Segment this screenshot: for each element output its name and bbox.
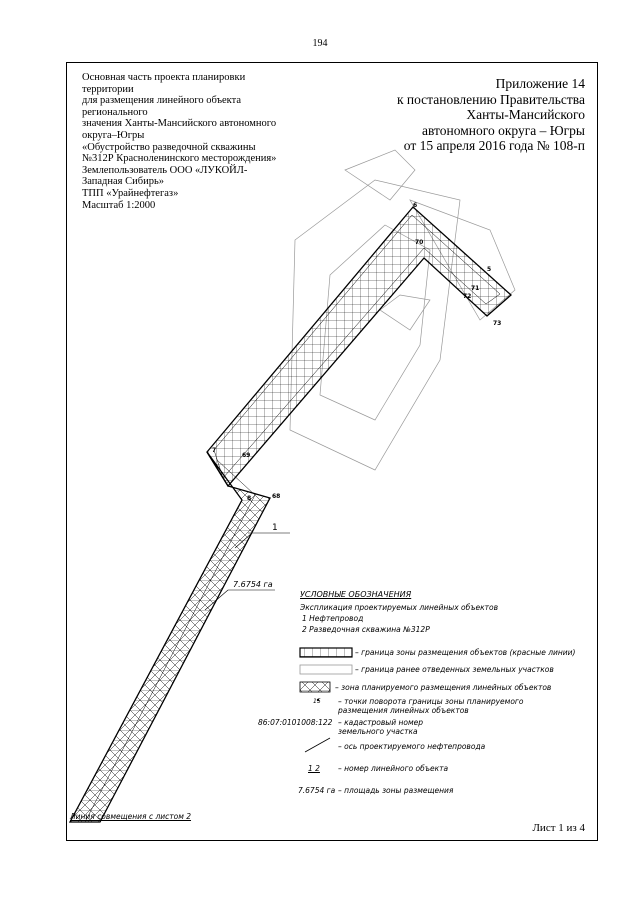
legend-item-object-num: – номер линейного объекта bbox=[338, 764, 449, 773]
left-header-line: для размещения линейного объекта bbox=[82, 95, 241, 107]
right-header-line: к постановлению Правительства bbox=[396, 91, 585, 107]
legend-sample-object-num: 1 2 bbox=[308, 764, 320, 773]
legend-sample-area: 7.6754 га bbox=[298, 786, 336, 795]
legend-sample-cadastral: 86:07:0101008:122 bbox=[258, 718, 333, 727]
point-label: 6 bbox=[413, 202, 418, 209]
right-header-line: Приложение 14 bbox=[495, 76, 585, 91]
legend-item-area: – площадь зоны размещения bbox=[338, 786, 454, 795]
right-header-line: автономного округа – Югры bbox=[422, 122, 585, 138]
right-header-line: Ханты-Мансийского bbox=[466, 107, 585, 122]
left-header-line: значения Ханты-Мансийского автономного bbox=[82, 118, 277, 130]
legend-item-red-lines: – граница зоны размещения объектов (красные линии) bbox=[355, 648, 576, 657]
point-label: 70 bbox=[415, 239, 424, 246]
legend-item-cadastral: – кадастровый номер земельного участка bbox=[338, 718, 424, 736]
point-label: 69 bbox=[242, 452, 251, 459]
point-label: 68 bbox=[272, 493, 281, 500]
left-header-line: №312Р Красноленинского месторождения» bbox=[82, 153, 277, 165]
left-header-line: территории bbox=[82, 83, 134, 95]
area-label: 7.6754 га bbox=[233, 580, 273, 589]
point-label: 7 bbox=[212, 447, 217, 454]
corridor-lower bbox=[70, 452, 270, 822]
left-header-line: Землепользователь ООО «ЛУКОЙЛ- bbox=[82, 164, 248, 176]
point-label: 72 bbox=[463, 293, 472, 300]
left-header-line: «Обустройство разведочной скважины bbox=[82, 141, 256, 153]
legend-item-pipeline-axis: – ось проектируемого нефтепровода bbox=[338, 742, 486, 751]
point-label: 71 bbox=[471, 285, 480, 292]
left-header-line: регионального bbox=[82, 106, 148, 118]
explication-title: Экспликация проектируемых линейных объектов bbox=[300, 603, 499, 612]
left-header-line: округа–Югры bbox=[82, 129, 145, 141]
legend-title: УСЛОВНЫЕ ОБОЗНАЧЕНИЯ bbox=[300, 590, 412, 599]
legend-sample-point: 15 bbox=[313, 698, 321, 705]
left-header-line: Западная Сибирь» bbox=[82, 176, 165, 188]
point-label: 5 bbox=[487, 266, 492, 273]
page-number: 194 bbox=[312, 38, 328, 49]
left-header-line: ТПП «Урайнефтегаз» bbox=[82, 187, 179, 199]
object-number-label: 1 bbox=[272, 523, 278, 533]
match-line-label: Линия совмещения с листом 2 bbox=[70, 812, 192, 821]
point-label: 73 bbox=[493, 320, 502, 327]
left-header-line: Масштаб 1:2000 bbox=[82, 199, 156, 211]
legend-object: 2 Разведочная скважина №312Р bbox=[302, 625, 430, 634]
point-label: 8 bbox=[247, 495, 252, 502]
left-header-line: Основная часть проекта планировки bbox=[82, 72, 246, 83]
legend-object: 1 Нефтепровод bbox=[302, 614, 364, 623]
sheet-info: Лист 1 из 4 bbox=[532, 822, 585, 834]
legend-item-turn-points: – точки поворота границы зоны планируемого размещения линейных объектов bbox=[338, 697, 524, 715]
legend-item-prev-parcels: – граница ранее отведенных земельных участков bbox=[355, 665, 554, 674]
legend-item-zone: – зона планируемого размещения линейных объектов bbox=[335, 683, 552, 692]
right-header-line: от 15 апреля 2016 года № 108-п bbox=[403, 138, 585, 153]
